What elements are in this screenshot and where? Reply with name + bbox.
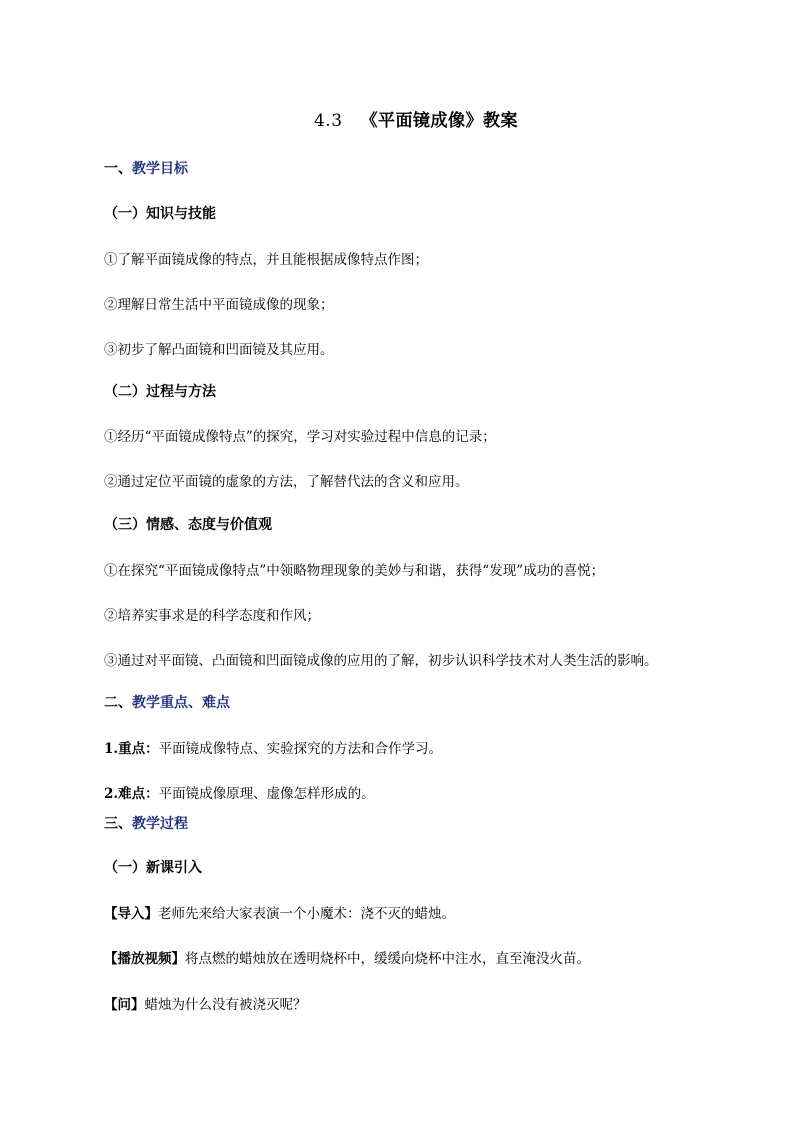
question-line — [104, 993, 307, 1013]
list-item: ①经历“平面镜成像特点”的探究，学习对实验过程中信息的记录； — [104, 429, 496, 445]
video-label: 【播放视频】 — [104, 951, 185, 967]
section-1-sub1: （一）知识与技能 — [104, 206, 216, 222]
intro-text: 老师先来给大家表演一个小魔术：浇不灭的蜡烛。 — [158, 906, 455, 922]
section-2-title: 教学重点、难点 — [132, 695, 230, 711]
section-2-heading — [104, 692, 230, 712]
section-1-prefix: 一、 — [104, 161, 132, 177]
video-text: 将点燃的蜡烛放在透明烧杯中，缓缓向烧杯中注水，直至淹没火苗。 — [185, 951, 590, 967]
intro-label: 【导入】 — [104, 906, 158, 922]
list-item: ①了解平面镜成像的特点，并且能根据成像特点作图； — [104, 252, 428, 268]
title-number: 4.3 — [313, 111, 343, 131]
section-3-title: 教学过程 — [132, 816, 188, 832]
document-title — [0, 106, 794, 131]
title-text: 《平面镜成像》教案 — [360, 111, 519, 131]
difficulty-line — [104, 782, 375, 802]
section-2-prefix: 二、 — [104, 695, 132, 711]
key-point-line — [104, 737, 442, 757]
list-item: ③初步了解凸面镜和凹面镜及其应用。 — [104, 342, 334, 358]
key-point-text: 平面镜成像特点、实验探究的方法和合作学习。 — [158, 741, 443, 757]
list-item: ②培养实事求是的科学态度和作风； — [104, 608, 320, 624]
section-3-heading — [104, 813, 188, 833]
difficulty-text: 平面镜成像原理、虚像怎样形成的。 — [158, 786, 375, 802]
list-item: ②理解日常生活中平面镜成像的现象； — [104, 297, 334, 313]
section-1-sub3: （三）情感、态度与价值观 — [104, 517, 272, 533]
section-3-sub1: （一）新课引入 — [104, 860, 202, 876]
list-item: ②通过定位平面镜的虚象的方法，了解替代法的含义和应用。 — [104, 474, 469, 490]
list-item: ③通过对平面镜、凸面镜和凹面镜成像的应用的了解，初步认识科学技术对人类生活的影响。 — [104, 653, 658, 669]
key-point-label: 1.重点： — [104, 741, 159, 757]
section-1-heading — [104, 158, 188, 178]
section-3-prefix: 三、 — [104, 816, 132, 832]
difficulty-label: 2.难点： — [104, 786, 159, 802]
list-item: ①在探究“平面镜成像特点”中领略物理现象的美妙与和谐，获得“发现”成功的喜悦； — [104, 563, 605, 579]
question-label: 【问】 — [104, 997, 145, 1013]
video-line — [104, 947, 590, 967]
intro-line — [104, 902, 455, 922]
section-1-sub2: （二）过程与方法 — [104, 384, 216, 400]
question-text: 蜡烛为什么没有被浇灭呢？ — [144, 997, 307, 1013]
section-1-title: 教学目标 — [132, 161, 188, 177]
